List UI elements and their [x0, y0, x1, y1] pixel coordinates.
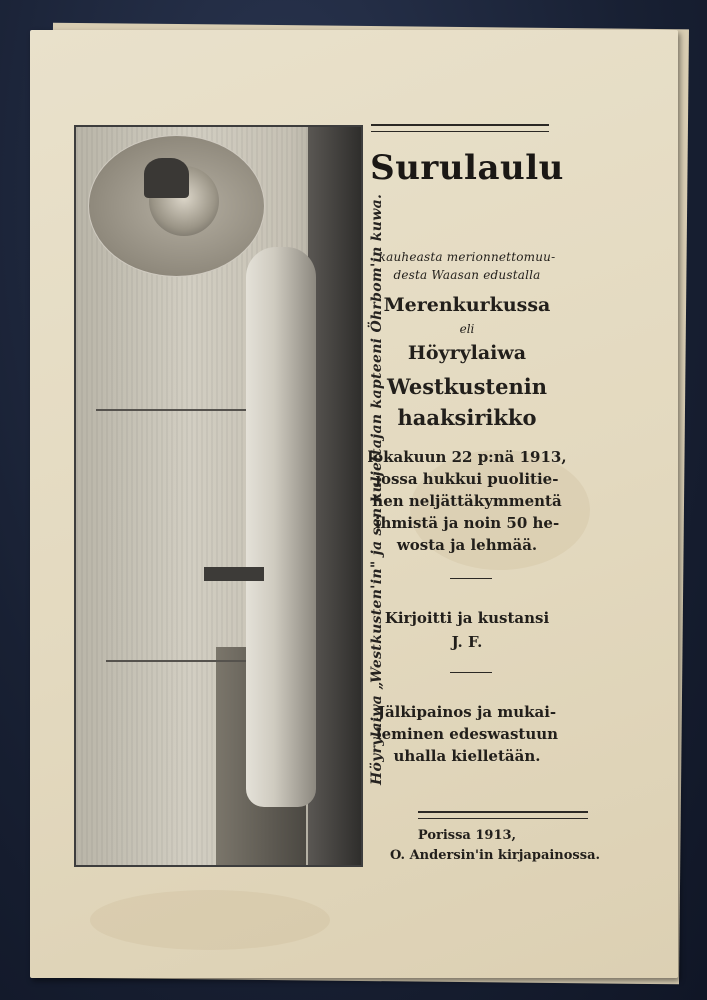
- event-word: haaksirikko: [397, 405, 537, 430]
- notice-line-3: uhalla kielletään.: [393, 747, 541, 765]
- description-line-4: ihmistä ja noin 50 he-: [374, 514, 560, 532]
- description-line-5: wosta ja lehmää.: [396, 536, 538, 554]
- subtitle-line-2: desta Waasan edustalla: [393, 268, 541, 282]
- ship-intro: Höyrylaiwa: [407, 342, 527, 364]
- ship-mast: [106, 660, 246, 662]
- ship-name: Westkustenin: [387, 374, 547, 399]
- author-line: Kirjoitti ja kustansi: [384, 609, 550, 627]
- captain-portrait: [88, 135, 265, 277]
- ship-funnel: [204, 567, 264, 581]
- description-line-3: hen neljättäkymmentä: [372, 492, 562, 510]
- conjunction: eli: [459, 322, 475, 336]
- subtitle-line-1: kauheasta merionnettomuu-: [378, 250, 556, 264]
- ship-hull: [246, 247, 316, 807]
- imprint-line-1: Porissa 1913,: [417, 828, 517, 843]
- photo-caption: Höyrylaiwa „Westkusten'in" ja sen kuljettajan kapteeni Öhrbom'in kuwa.: [369, 193, 385, 785]
- author-initials: J. F.: [451, 633, 483, 651]
- ship-mast: [96, 409, 246, 411]
- portrait-cap: [144, 158, 189, 198]
- bottom-double-rule: [418, 811, 588, 819]
- description-line-2: jossa hukkui puolitie-: [375, 470, 559, 488]
- notice-line-2: leminen edeswastuun: [375, 725, 559, 743]
- section-rule: [450, 578, 492, 579]
- top-double-rule: [371, 124, 549, 132]
- paper-stain: [90, 890, 330, 950]
- notice-line-1: Jälkipainos ja mukai-: [377, 703, 557, 721]
- imprint-line-2: O. Andersin'in kirjapainossa.: [389, 848, 601, 863]
- ship-photograph: [74, 125, 363, 867]
- description-line-1: lokakuun 22 p:nä 1913,: [367, 448, 567, 466]
- title: Surulaulu: [370, 148, 564, 188]
- section-rule: [450, 672, 492, 673]
- location: Merenkurkussa: [383, 294, 551, 316]
- pamphlet-cover: [30, 30, 678, 978]
